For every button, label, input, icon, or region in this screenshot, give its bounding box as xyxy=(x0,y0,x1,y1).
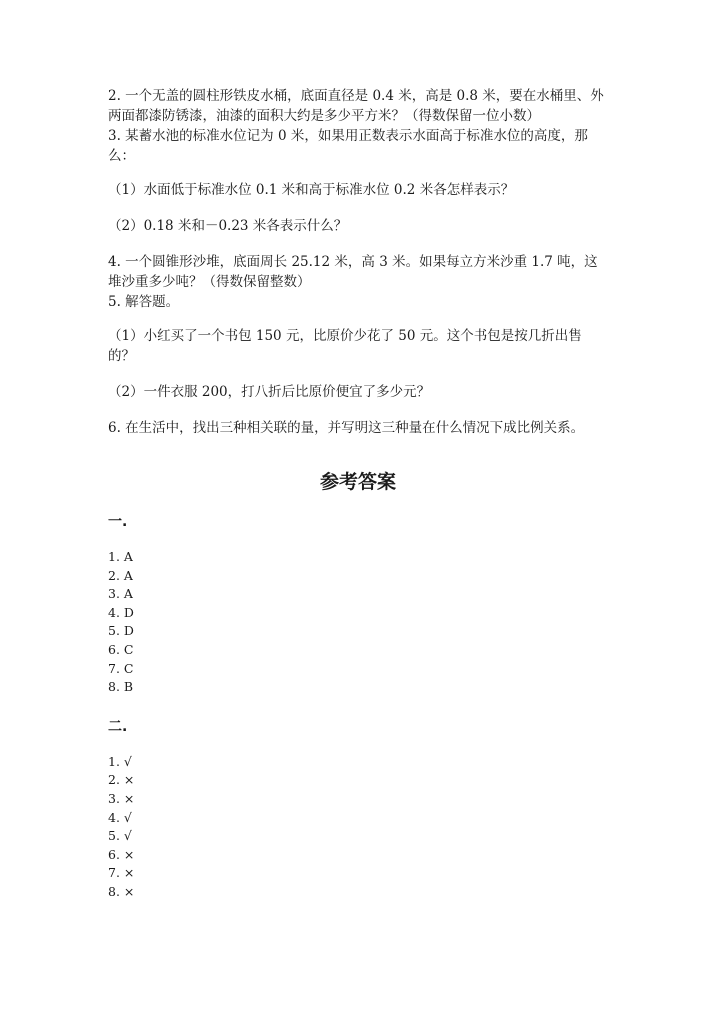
answer-section-1-list xyxy=(108,548,608,697)
document-page xyxy=(108,86,608,902)
answer-item: 8. × xyxy=(108,883,135,899)
answer-item: 7. × xyxy=(108,865,135,881)
answer-section-1-heading: 一. xyxy=(108,514,128,530)
answer-item: 4. √ xyxy=(108,809,132,825)
question-2: 2. 一个无盖的圆柱形铁皮水桶，底面直径是 0.4 米，高是 0.8 米，要在水桶里、外两面都漆防锈漆，油漆的面积大约是多少平方米？（得数保留一位小数） xyxy=(108,88,604,124)
question-5-part-1: （1）小红买了一个书包 150 元，比原价少花了 50 元。这个书包是按几折出售的？ xyxy=(108,328,582,364)
question-3-part-2: （2）0.18 米和－0.23 米各表示什么？ xyxy=(108,218,348,234)
answer-item: 8. B xyxy=(108,679,134,695)
answer-item: 7. C xyxy=(108,660,134,676)
answer-item: 3. × xyxy=(108,790,135,806)
answer-item: 2. A xyxy=(108,567,133,583)
answer-item: 5. √ xyxy=(108,828,132,844)
answer-section-2-heading: 二. xyxy=(108,718,128,735)
question-3: 3. 某蓄水池的标准水位记为 0 米，如果用正数表示水面高于标准水位的高度，那么： xyxy=(108,128,588,164)
answer-item: 5. D xyxy=(108,623,134,639)
question-6: 6. 在生活中，找出三种相关联的量，并写明这三种量在什么情况下成比例关系。 xyxy=(108,420,585,436)
question-3-part-1: （1）水面低于标准水位 0.1 米和高于标准水位 0.2 米各怎样表示？ xyxy=(108,182,515,198)
question-4: 4. 一个圆锥形沙堆，底面周长 25.12 米，高 3 米。如果每立方米沙重 1.7 吨，这堆沙重多少吨？（得数保留整数） xyxy=(108,254,598,290)
answer-item: 2. × xyxy=(108,772,135,788)
answer-item: 6. C xyxy=(108,641,134,657)
answer-item: 1. A xyxy=(108,549,133,564)
answer-item: 3. A xyxy=(108,586,133,602)
question-5: 5. 解答题。 xyxy=(108,294,180,310)
question-5-part-2: （2）一件衣服 200，打八折后比原价便宜了多少元？ xyxy=(108,384,431,400)
answer-item: 1. √ xyxy=(108,753,132,769)
answer-key-title: 参考答案 xyxy=(319,471,396,493)
answer-item: 4. D xyxy=(108,604,134,620)
answer-section-2-list xyxy=(108,753,608,902)
answer-item: 6. × xyxy=(108,846,135,862)
